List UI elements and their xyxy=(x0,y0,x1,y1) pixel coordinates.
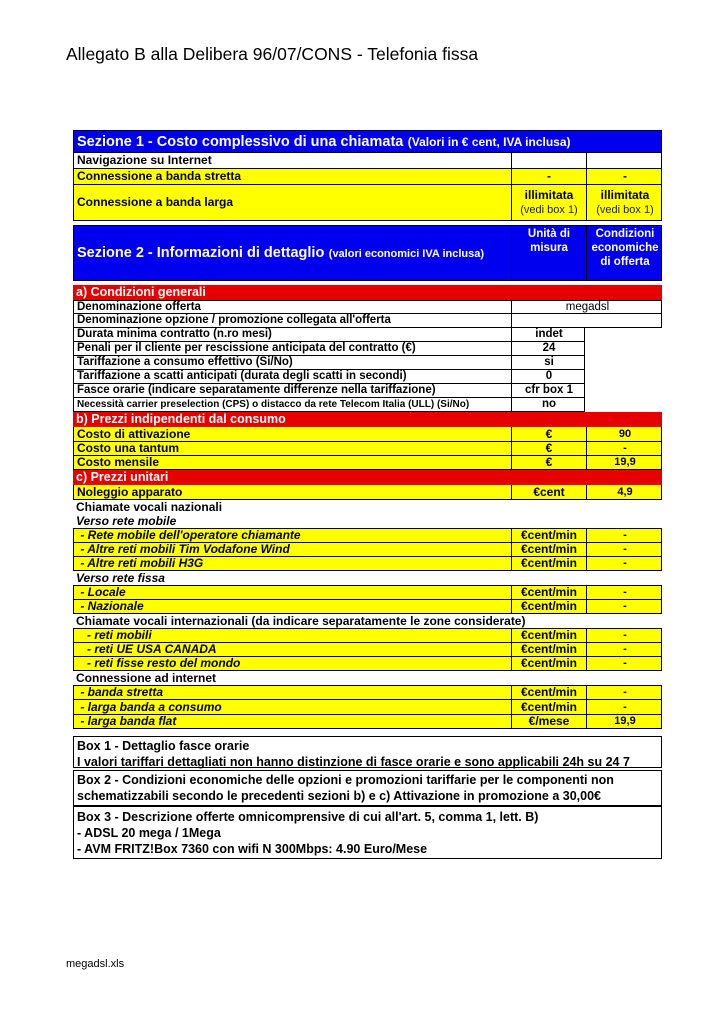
section2-title: Sezione 2 - Informazioni di dettaglio xyxy=(77,245,325,261)
a-row-fasce: Fasce orarie (indicare separatamente differenze nella tariffazione) cfr box 1 xyxy=(73,384,585,398)
banda-larga-value-2: illimitata xyxy=(600,188,650,202)
c-row-intl-fisse: - reti fisse resto del mondo €cent/min - xyxy=(73,657,662,671)
section1-title: Sezione 1 - Costo complessivo di una chiamata xyxy=(77,134,404,150)
banda-larga-note-1: (vedi box 1) xyxy=(520,204,578,216)
c-label-internazionali: Chiamate vocali internazionali (da indicare separatamente le zone considerate) xyxy=(76,614,526,628)
c-row-nazionale: - Nazionale €cent/min - xyxy=(73,600,662,614)
box3-line-fritzbox: - AVM FRITZ!Box 7360 con wifi N 300Mbps: 4.90 Euro/Mese xyxy=(77,842,428,856)
offer-sheet xyxy=(73,130,662,729)
section2-header xyxy=(73,225,662,281)
nav-internet-row xyxy=(73,153,662,169)
a-row-durata: Durata minima contratto (n.ro mesi) indet xyxy=(73,328,585,342)
a-rows-block xyxy=(73,328,585,412)
column-unit-header: Unità di misura xyxy=(511,226,586,280)
section2-note: (valori economici IVA inclusa) xyxy=(328,248,485,260)
banda-larga-label: Connessione a banda larga xyxy=(77,195,234,209)
box1-title: Box 1 - Dettaglio fasce orarie xyxy=(77,739,250,753)
section-c-header: c) Prezzi unitari xyxy=(73,470,662,485)
b-row-mensile: Costo mensile € 19,9 xyxy=(73,456,662,470)
c-row-larga-consumo: - larga banda a consumo €cent/min - xyxy=(73,700,662,715)
box2-text: schematizzabili secondo le precedenti sezioni b) e c) Attivazione in promozione a 30,00€ xyxy=(77,789,601,803)
c-row-banda-stretta: - banda stretta €cent/min - xyxy=(73,685,662,700)
section-b-header: b) Prezzi indipendenti dal consumo xyxy=(73,412,662,427)
box1-text: I valori tariffari dettagliati non hanno distinzione di fasce orarie e sono applicabili 24h su 24 7 xyxy=(77,755,630,769)
banda-stretta-value-2: - xyxy=(586,169,663,184)
footer-filename: megadsl.xls xyxy=(66,958,125,970)
a-row-penali: Penali per il cliente per rescissione anticipata del contratto (€) 24 xyxy=(73,342,585,356)
column-condizioni-header: Condizioni economiche di offerta xyxy=(586,226,663,280)
banda-stretta-value-1: - xyxy=(511,169,586,184)
box2-title: Box 2 - Condizioni economiche delle opzioni e promozioni tariffarie per le componenti non xyxy=(77,773,614,787)
a-row-scatti: Tariffazione a scatti anticipati (durata degli scatti in secondi) 0 xyxy=(73,370,585,384)
c-label-nazionali: Chiamate vocali nazionali xyxy=(76,500,223,514)
banda-stretta-row xyxy=(73,169,662,185)
banda-stretta-label: Connessione a banda stretta xyxy=(77,169,242,183)
c-label-verso-mobile: Verso rete mobile xyxy=(76,514,177,528)
c-row-locale: - Locale €cent/min - xyxy=(73,585,662,600)
nav-internet-label: Navigazione su Internet xyxy=(77,153,212,167)
a-row-cps: Necessità carrier preselection (CPS) o distacco da rete Telecom Italia (ULL) (Si/No) no xyxy=(73,398,585,412)
c-row-mobile-tim: - Altre reti mobili Tim Vodafone Wind €cent/min - xyxy=(73,543,662,557)
c-row-noleggio: Noleggio apparato €cent 4,9 xyxy=(73,485,662,500)
section1-note: (Valori in € cent, IVA inclusa) xyxy=(407,135,571,149)
a-row-denominazione: Denominazione offerta megadsl xyxy=(73,300,662,314)
b-row-una-tantum: Costo una tantum € - xyxy=(73,442,662,456)
banda-larga-value-1: illimitata xyxy=(524,188,574,202)
a-row-consumo: Tariffazione a consumo effettivo (Si/No) si xyxy=(73,356,585,370)
page-title: Allegato B alla Delibera 96/07/CONS - Telefonia fissa xyxy=(66,44,479,64)
c-label-verso-fissa: Verso rete fissa xyxy=(76,571,165,585)
a-row-opzione: Denominazione opzione / promozione collegata all'offerta xyxy=(73,314,662,328)
banda-larga-row xyxy=(73,185,662,221)
banda-larga-note-2: (vedi box 1) xyxy=(596,204,654,216)
box2 xyxy=(73,770,662,806)
box3-line-adsl: - ADSL 20 mega / 1Mega xyxy=(77,826,221,840)
section-a-header: a) Condizioni generali xyxy=(73,285,662,300)
c-row-intl-mobili: - reti mobili €cent/min - xyxy=(73,628,662,643)
c-row-intl-ue: - reti UE USA CANADA €cent/min - xyxy=(73,643,662,657)
c-label-internet: Connessione ad internet xyxy=(76,671,217,685)
box3 xyxy=(73,806,662,859)
b-row-attivazione: Costo di attivazione € 90 xyxy=(73,427,662,442)
c-row-mobile-operatore: - Rete mobile dell'operatore chiamante €cent/min - xyxy=(73,528,662,543)
c-row-larga-flat: - larga banda flat €/mese 19,9 xyxy=(73,715,662,729)
section1-header xyxy=(73,130,662,153)
box1 xyxy=(73,736,662,768)
c-row-mobile-h3g: - Altre reti mobili H3G €cent/min - xyxy=(73,557,662,571)
box3-title: Box 3 - Descrizione offerte omnicomprensive di cui all'art. 5, comma 1, lett. B) xyxy=(77,810,539,824)
